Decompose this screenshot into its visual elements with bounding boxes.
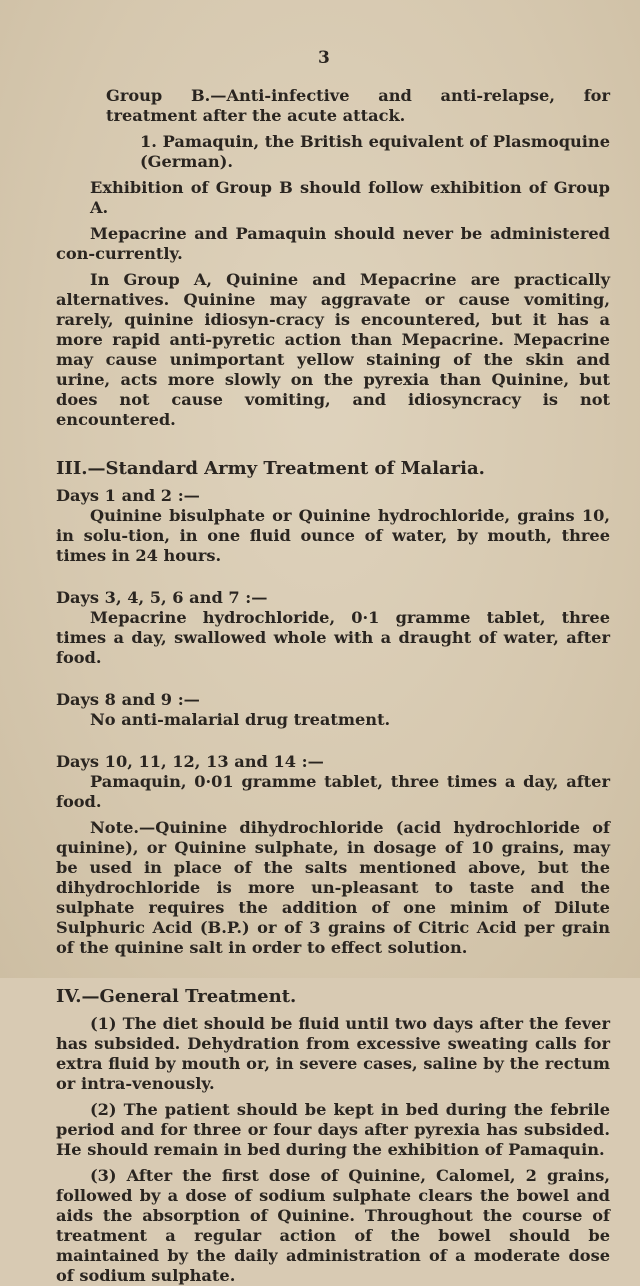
section-3-title: III.—Standard Army Treatment of Malaria. [56,458,485,479]
general-treatment-2: (2) The patient should be kept in bed during the febrile period and for three or four days after pyrexia has subsided. He should remain in bed during the exhibition of Pamaquin. [56,1100,610,1159]
group-b-heading: Group B.—Anti-infective and anti-relapse, for treatment after the acute attack. [106,86,610,125]
general-treatment-1: (1) The diet should be fluid until two days after the fever has subsided. Dehydration from excessive sweating calls for extra fluid by mouth or, in severe cases, saline by the rectum or intra-venously. [56,1014,610,1093]
days-3-7-label: Days 3, 4, 5, 6 and 7 :— [56,588,268,607]
days-1-2-label: Days 1 and 2 :— [56,486,200,505]
general-treatment-3: (3) After the first dose of Quinine, Calomel, 2 grains, followed by a dose of sodium sulphate clears the bowel and aids the absorption of Quinine. Throughout the course of treatment a regular action of the bowel should be maintained by the daily administration of a moderate dose of sodium sulphate. [56,1166,610,1285]
days-8-9-label: Days 8 and 9 :— [56,690,200,709]
group-b-exhibition: Exhibition of Group B should follow exhibition of Group A. [90,178,610,217]
group-a-paragraph: In Group A, Quinine and Mepacrine are practically alternatives. Quinine may aggravate or cause vomiting, rarely, quinine idiosyn-cracy is encountered, but it has a more rapid anti-pyretic action than Mepacrine. Mepacrine may cause unimportant yellow staining of the skin and urine, acts more slowly on the pyrexia than Quinine, but does not cause vomiting, and idiosyncracy is not encountered. [56,270,610,429]
page-number: 3 [318,48,330,68]
quinine-note: Note.—Quinine dihydrochloride (acid hydrochloride of quinine), or Quinine sulphate, in dosage of 10 grains, may be used in place of the salts mentioned above, but the dihydrochloride is more un-pleasant to taste and the sulphate requires the addition of one minim of Dilute Sulphuric Acid (B.P.) or of 3 grains of Citric Acid per grain of the quinine salt in order to effect solution. [56,818,610,957]
group-b-item-1: 1. Pamaquin, the British equivalent of Plasmoquine (German). [140,132,610,171]
days-3-7-text: Mepacrine hydrochloride, 0·1 gramme tablet, three times a day, swallowed whole with a draught of water, after food. [56,608,610,667]
days-10-14-text: Pamaquin, 0·01 gramme tablet, three times a day, after food. [56,772,610,811]
days-8-9-text: No anti-malarial drug treatment. [90,710,391,729]
days-1-2-text: Quinine bisulphate or Quinine hydrochloride, grains 10, in solu-tion, in one fluid ounce of water, by mouth, three times in 24 hours. [56,506,610,565]
mepacrine-note: Mepacrine and Pamaquin should never be administered con-currently. [56,224,610,263]
days-10-14-label: Days 10, 11, 12, 13 and 14 :— [56,752,324,771]
section-4-title: IV.—General Treatment. [56,986,297,1007]
